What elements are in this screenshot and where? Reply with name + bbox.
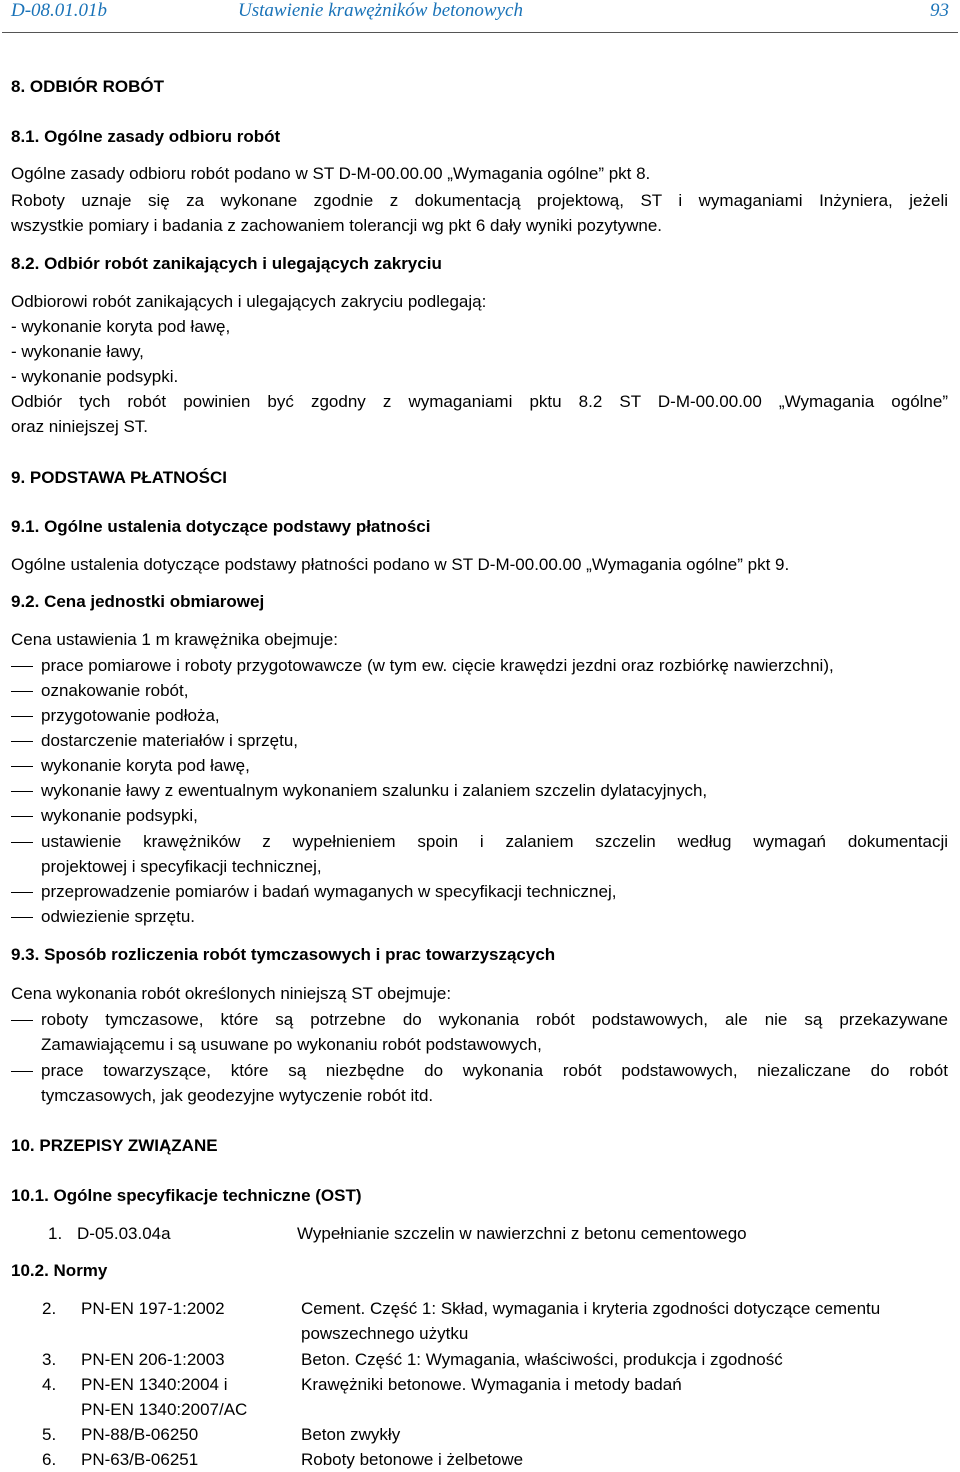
norm-code: PN-EN 197-1:2002 — [81, 1299, 225, 1318]
norm-number: 3. — [42, 1350, 57, 1369]
norm-description: Krawężniki betonowe. Wymagania i metody badań — [301, 1375, 682, 1394]
norm-code: PN-63/B-06251 — [81, 1450, 199, 1469]
dash-bullet — [11, 1071, 33, 1072]
section-9-2-intro: Cena ustawienia 1 m krawężnika obejmuje: — [11, 630, 338, 649]
section-8-1-heading: 8.1. Ogólne zasady odbioru robót — [11, 127, 281, 146]
section-9-1-paragraph: Ogólne ustalenia dotyczące podstawy płatności podano w ST D-M-00.00.00 „Wymagania ogólne” pkt 9. — [11, 555, 790, 574]
norm-description: Cement. Część 1: Skład, wymagania i kryteria zgodności dotyczące cementu — [301, 1299, 881, 1318]
section-8-2-intro: Odbiorowi robót zanikających i ulegających zakryciu podlegają: — [11, 292, 487, 311]
dash-bullet — [11, 1020, 33, 1021]
section-10-1-heading: 10.1. Ogólne specyfikacje techniczne (OST) — [11, 1186, 362, 1205]
section-10-2-heading: 10.2. Normy — [11, 1261, 108, 1280]
norm-description-continuation: powszechnego użytku — [301, 1324, 469, 1343]
norm-number: 2. — [42, 1299, 57, 1318]
ost-code: D-05.03.04a — [77, 1224, 171, 1243]
list-item: wykonanie koryta pod ławę, — [41, 756, 250, 775]
list-item: przeprowadzenie pomiarów i badań wymaganych w specyfikacji technicznej, — [41, 882, 617, 901]
list-item: wykonanie ławy z ewentualnym wykonaniem szalunku i zalaniem szczelin dylatacyjnych, — [41, 781, 708, 800]
norm-number: 5. — [42, 1425, 57, 1444]
section-8-heading: 8. ODBIÓR ROBÓT — [11, 77, 165, 96]
norm-description: Roboty betonowe i żelbetowe — [301, 1450, 524, 1469]
section-8-2-paragraph-b: oraz niniejszej ST. — [11, 417, 149, 436]
dash-bullet — [11, 892, 33, 893]
ost-number: 1. — [48, 1224, 63, 1243]
section-10-heading: 10. PRZEPISY ZWIĄZANE — [11, 1136, 218, 1155]
section-9-2-heading: 9.2. Cena jednostki obmiarowej — [11, 592, 265, 611]
section-8-2-heading: 8.2. Odbiór robót zanikających i ulegających zakryciu — [11, 254, 442, 273]
dash-bullet — [11, 766, 33, 767]
section-8-1-paragraph-2b: wszystkie pomiary i badania z zachowaniem tolerancji wg pkt 6 dały wyniki pozytywne. — [11, 216, 663, 235]
list-item: ustawienie krawężników z wypełnieniem spoin i zalaniem szczelin według wymagań dokumentacji — [41, 832, 948, 851]
dash-bullet — [11, 741, 33, 742]
list-item-continuation: Zamawiającemu i są usuwane po wykonaniu robót podstawowych, — [41, 1035, 542, 1054]
header-page-number: 93 — [930, 0, 949, 21]
section-9-3-intro: Cena wykonania robót określonych niniejszą ST obejmuje: — [11, 984, 452, 1003]
list-item: - wykonanie koryta pod ławę, — [11, 317, 231, 336]
list-item: wykonanie podsypki, — [41, 806, 198, 825]
header-title: Ustawienie krawężników betonowych — [238, 0, 523, 21]
dash-bullet — [11, 842, 33, 843]
norm-number: 6. — [42, 1450, 57, 1469]
list-item-continuation: projektowej i specyfikacji technicznej, — [41, 857, 322, 876]
norm-code: PN-EN 1340:2004 i — [81, 1375, 228, 1394]
norm-code: PN-EN 206-1:2003 — [81, 1350, 225, 1369]
norm-code: PN-88/B-06250 — [81, 1425, 199, 1444]
dash-bullet — [11, 816, 33, 817]
dash-bullet — [11, 691, 33, 692]
list-item: - wykonanie podsypki. — [11, 367, 179, 386]
norm-code-continuation: PN-EN 1340:2007/AC — [81, 1400, 248, 1419]
section-8-2-paragraph-a: Odbiór tych robót powinien być zgodny z wymaganiami pktu 8.2 ST D-M-00.00.00 „Wymagania ogólne” — [11, 392, 948, 411]
list-item: roboty tymczasowe, które są potrzebne do wykonania robót podstawowych, ale nie są przekazywane — [41, 1010, 948, 1029]
list-item: dostarczenie materiałów i sprzętu, — [41, 731, 299, 750]
section-8-1-paragraph-2a: Roboty uznaje się za wykonane zgodnie z dokumentacją projektową, ST i wymaganiami Inżyniera, jeżeli — [11, 191, 948, 210]
list-item: - wykonanie ławy, — [11, 342, 144, 361]
header-divider — [2, 32, 958, 33]
section-9-heading: 9. PODSTAWA PŁATNOŚCI — [11, 468, 227, 487]
dash-bullet — [11, 716, 33, 717]
list-item: oznakowanie robót, — [41, 681, 189, 700]
list-item: prace towarzyszące, które są niezbędne do wykonania robót podstawowych, niezaliczane do robót — [41, 1061, 948, 1080]
section-9-3-heading: 9.3. Sposób rozliczenia robót tymczasowych i prac towarzyszących — [11, 945, 556, 964]
ost-description: Wypełnianie szczelin w nawierzchni z betonu cementowego — [297, 1224, 747, 1243]
dash-bullet — [11, 666, 33, 667]
list-item: przygotowanie podłoża, — [41, 706, 220, 725]
section-9-1-heading: 9.1. Ogólne ustalenia dotyczące podstawy płatności — [11, 517, 431, 536]
dash-bullet — [11, 791, 33, 792]
norm-number: 4. — [42, 1375, 57, 1394]
norm-description: Beton. Część 1: Wymagania, właściwości, produkcja i zgodność — [301, 1350, 783, 1369]
header-code: D-08.01.01b — [11, 0, 108, 21]
dash-bullet — [11, 917, 33, 918]
list-item-continuation: tymczasowych, jak geodezyjne wytyczenie robót itd. — [41, 1086, 434, 1105]
list-item: prace pomiarowe i roboty przygotowawcze (w tym ew. cięcie krawędzi jezdni oraz rozbiórkę nawierzchni), — [41, 656, 834, 675]
section-8-1-paragraph: Ogólne zasady odbioru robót podano w ST D-M-00.00.00 „Wymagania ogólne” pkt 8. — [11, 164, 651, 183]
norm-description: Beton zwykły — [301, 1425, 401, 1444]
list-item: odwiezienie sprzętu. — [41, 907, 196, 926]
